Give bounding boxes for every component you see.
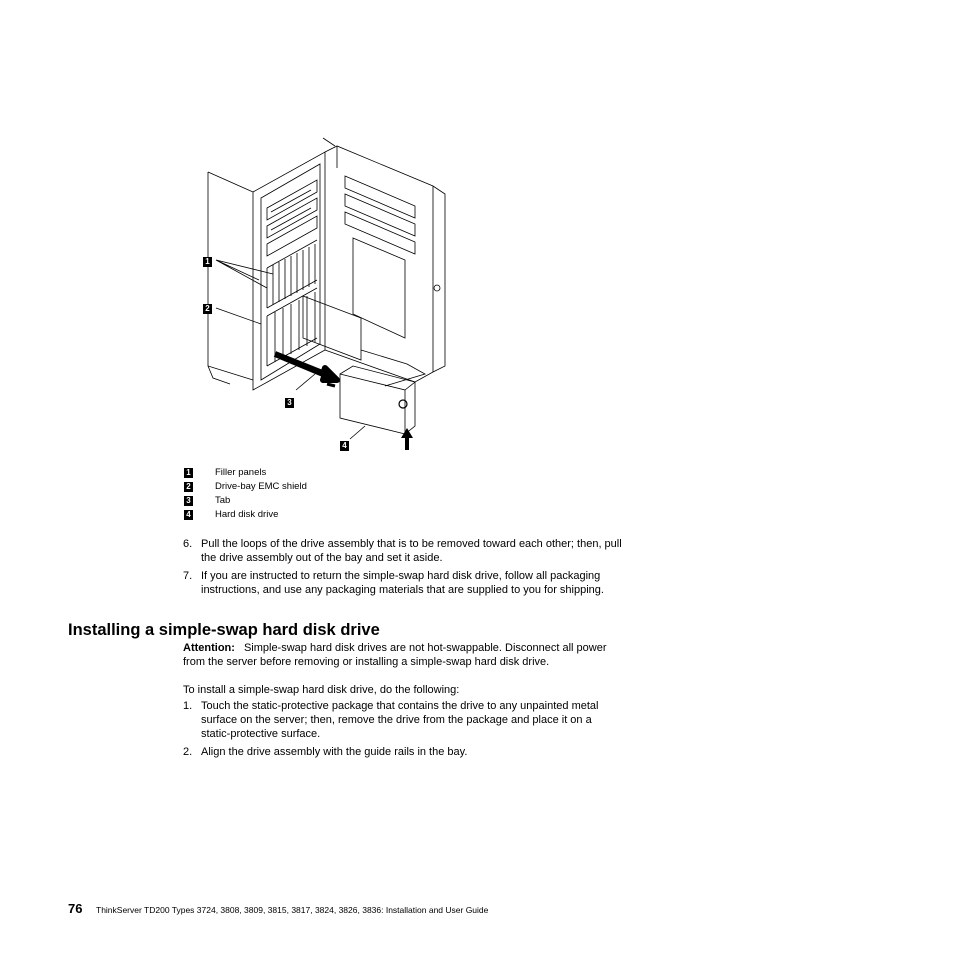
step-text: If you are instructed to return the simple-swap hard disk drive, follow all packaging instructions, and use any packaging materials that are supplied to you for shipping. <box>201 570 604 596</box>
list-item <box>183 569 623 597</box>
removal-steps <box>183 537 623 597</box>
footer-text: ThinkServer TD200 Types 3724, 3808, 3809, 3815, 3817, 3824, 3826, 3836: Installation and User Guide <box>96 905 489 915</box>
page-footer <box>68 900 488 918</box>
legend-label: Hard disk drive <box>215 509 279 520</box>
legend-callout: 3 <box>184 496 193 506</box>
legend-label: Filler panels <box>215 467 267 478</box>
step-number: 6. <box>183 538 193 550</box>
legend-label: Tab <box>215 495 231 506</box>
step-text: Align the drive assembly with the guide rails in the bay. <box>201 746 468 758</box>
figure-callout-3: 3 <box>285 398 294 408</box>
server-drive-bay-illustration <box>175 128 465 464</box>
install-intro: To install a simple-swap hard disk drive, do the following: <box>183 684 460 696</box>
attention-label: Attention: <box>183 642 235 654</box>
page-number: 76 <box>68 901 83 916</box>
list-item <box>183 699 623 741</box>
step-number: 1. <box>183 700 193 712</box>
step-number: 2. <box>183 746 193 758</box>
legend-callout: 2 <box>184 482 193 492</box>
figure-callout-1: 1 <box>203 257 212 267</box>
list-item <box>183 537 623 565</box>
legend-callout: 4 <box>184 510 193 520</box>
chassis-drawing <box>175 128 465 464</box>
section-heading: Installing a simple-swap hard disk drive <box>68 621 380 639</box>
figure-callout-2: 2 <box>203 304 212 314</box>
list-item <box>183 745 623 759</box>
attention-note <box>183 641 623 669</box>
legend-label: Drive-bay EMC shield <box>215 481 307 492</box>
step-text: Pull the loops of the drive assembly that is to be removed toward each other; then, pull the drive assembly out of the bay and set it aside. <box>201 538 622 564</box>
step-number: 7. <box>183 570 193 582</box>
figure-callout-4: 4 <box>340 441 349 451</box>
install-steps <box>183 699 623 759</box>
attention-text: Simple-swap hard disk drives are not hot-swappable. Disconnect all power from the server before removing or installing a simple-swap hard disk drive. <box>183 642 607 668</box>
legend-callout: 1 <box>184 468 193 478</box>
step-text: Touch the static-protective package that contains the drive to any unpainted metal surface on the server; then, remove the drive from the package and place it on a static-protective surface. <box>201 700 599 740</box>
